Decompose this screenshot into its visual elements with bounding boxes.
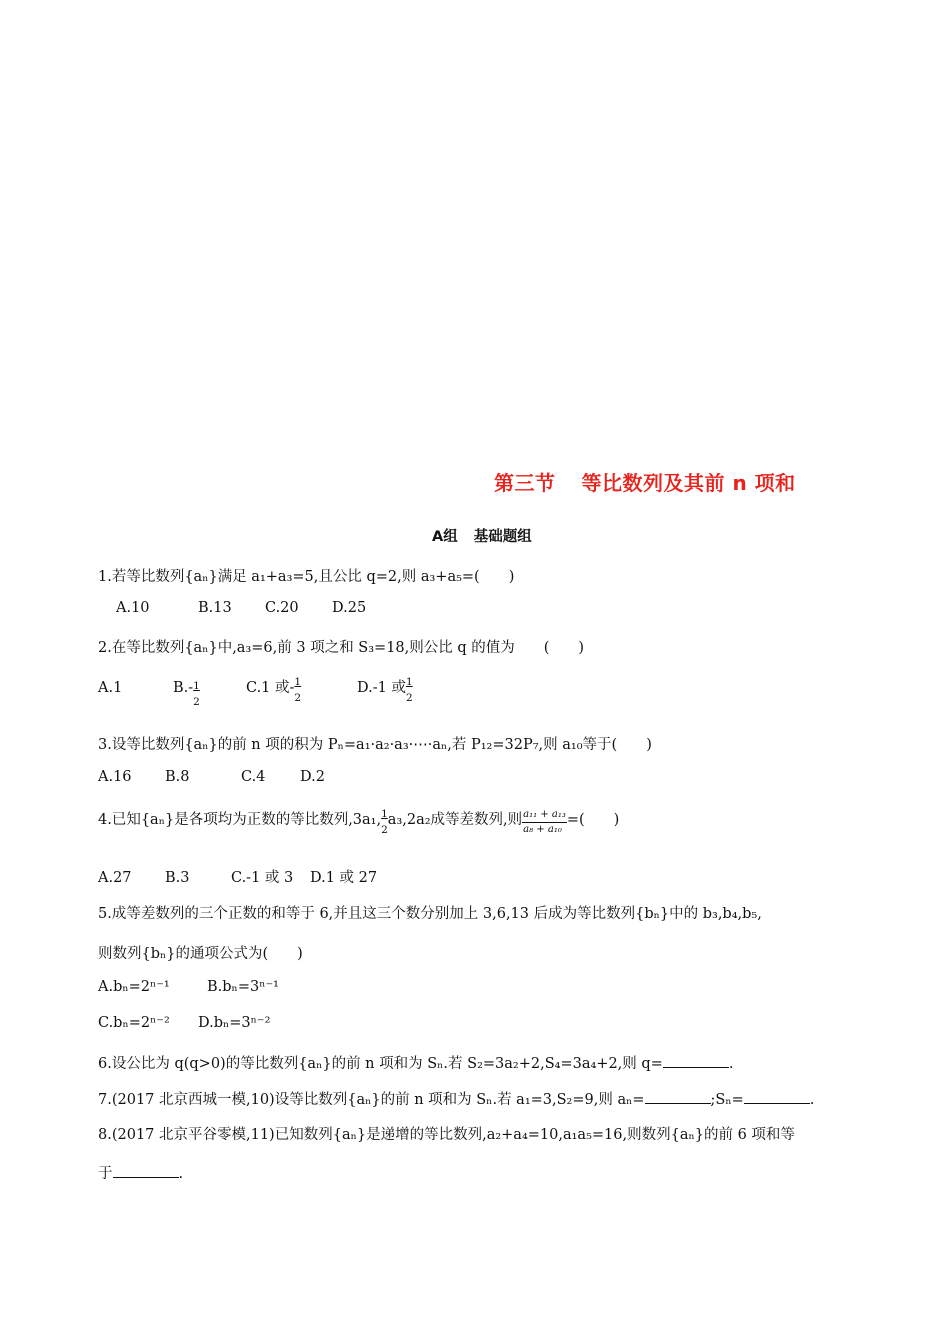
q8-stem-end: 于 [98, 1166, 113, 1182]
q4-option-a: A.27 [98, 870, 132, 886]
group-label: A组 [432, 529, 458, 545]
question-5-stem-line-2: 则数列{bₙ}的通项公式为( ) [98, 946, 303, 962]
q1-option-c: C.20 [265, 600, 299, 616]
question-7 [98, 1088, 814, 1109]
q2-option-d-label: D.-1 或 [357, 680, 406, 696]
q4-ratio-fraction: $\frac{\text{a₁₁ + a₁₃}}{\text{a₈ + a₁₀}}$ [523, 809, 566, 835]
q5-option-c: C.bₙ=2ⁿ⁻² [98, 1015, 170, 1031]
q3-option-a: A.16 [98, 769, 132, 785]
q6-answer-blank[interactable] [663, 1055, 729, 1068]
q2-option-d [357, 676, 413, 704]
q4-option-b: B.3 [165, 870, 190, 886]
question-3-stem: 3.设等比数列{aₙ}的前 n 项的积为 Pₙ=a₁·a₂·a₃·⋯·aₙ,若 P₁₂=32P₇,则 a₁₀等于( ) [98, 737, 652, 753]
q1-option-b: B.13 [198, 600, 232, 616]
question-8-stem-line-2 [98, 1162, 183, 1183]
section-number: 第三节 [494, 471, 556, 495]
question-2-stem: 2.在等比数列{aₙ}中,a₃=6,前 3 项之和 S₃=18,则公比 q 的值为 ( ) [98, 640, 585, 656]
question-2-options [98, 676, 413, 708]
question-4-options [98, 866, 377, 887]
q4-stem-end: =( ) [566, 812, 620, 828]
question-5-stem-line-1: 5.成等差数列的三个正数的和等于 6,并且这三个数分别加上 3,6,13 后成为等比数列{bₙ}中的 b₃,b₄,b₅, [98, 906, 762, 922]
q3-option-d: D.2 [300, 769, 325, 785]
question-6 [98, 1052, 733, 1073]
q3-option-c: C.4 [241, 769, 266, 785]
q5-option-b: B.bₙ=3ⁿ⁻¹ [207, 979, 279, 995]
q7-mid: ;Sₙ= [710, 1092, 744, 1108]
q5-option-d: D.bₙ=3ⁿ⁻² [198, 1015, 271, 1031]
q2-option-b [173, 680, 246, 708]
question-1-options [116, 600, 366, 616]
q2-option-c-fraction: $\frac{1}{2}$ [294, 676, 302, 704]
q2-option-a: A.1 [98, 680, 123, 696]
question-5-options-row-1 [98, 979, 279, 995]
q4-stem-start: 4.已知{aₙ}是各项均为正数的等比数列,3a₁, [98, 812, 382, 828]
q3-option-b: B.8 [165, 769, 190, 785]
q1-option-a: A.10 [116, 600, 150, 616]
q2-option-b-fraction: $\frac{1}{2}$ [193, 680, 200, 708]
question-1-stem: 1.若等比数列{aₙ}满足 a₁+a₃=5,且公比 q=2,则 a₃+a₅=( ) [98, 569, 515, 585]
group-topic: 基础题组 [473, 529, 532, 545]
q7-answer-blank-1[interactable] [645, 1091, 711, 1104]
q1-option-d: D.25 [332, 600, 367, 616]
question-4-stem [98, 808, 619, 837]
q4-stem-middle: a₃,2a₂成等差数列,则 [387, 812, 523, 828]
q7-stem: 7.(2017 北京西城一模,10)设等比数列{aₙ}的前 n 项和为 Sₙ.若 a₁=3,S₂=9,则 aₙ= [98, 1092, 645, 1108]
q7-answer-blank-2[interactable] [744, 1091, 810, 1104]
q8-answer-blank[interactable] [113, 1165, 179, 1178]
question-8-stem-line-1: 8.(2017 北京平谷零模,11)已知数列{aₙ}是递增的等比数列,a₂+a₄=10,a₁a₅=16,则数列{aₙ}的前 6 项和等 [98, 1127, 795, 1143]
q6-stem: 6.设公比为 q(q>0)的等比数列{aₙ}的前 n 项和为 Sₙ.若 S₂=3a₂+2,S₄=3a₄+2,则 q= [98, 1056, 663, 1072]
question-3-options [98, 769, 325, 785]
q5-option-a: A.bₙ=2ⁿ⁻¹ [98, 979, 170, 995]
question-5-options-row-2 [98, 1015, 270, 1031]
q4-half-fraction: $\frac{1}{2}$ [381, 808, 388, 836]
q8-end: . [178, 1166, 184, 1182]
q2-option-b-label: B.- [173, 680, 194, 696]
q7-end: . [809, 1092, 815, 1108]
q6-end: . [728, 1056, 734, 1072]
section-topic: 等比数列及其前 n 项和 [581, 471, 796, 495]
group-heading [432, 525, 532, 546]
q2-option-d-fraction: $\frac{1}{2}$ [405, 676, 413, 704]
q2-option-c [246, 676, 357, 704]
section-title [494, 467, 796, 496]
q4-option-d: D.1 或 27 [310, 870, 378, 886]
q4-option-c: C.-1 或 3 [231, 870, 294, 886]
q2-option-c-label: C.1 或- [246, 680, 295, 696]
